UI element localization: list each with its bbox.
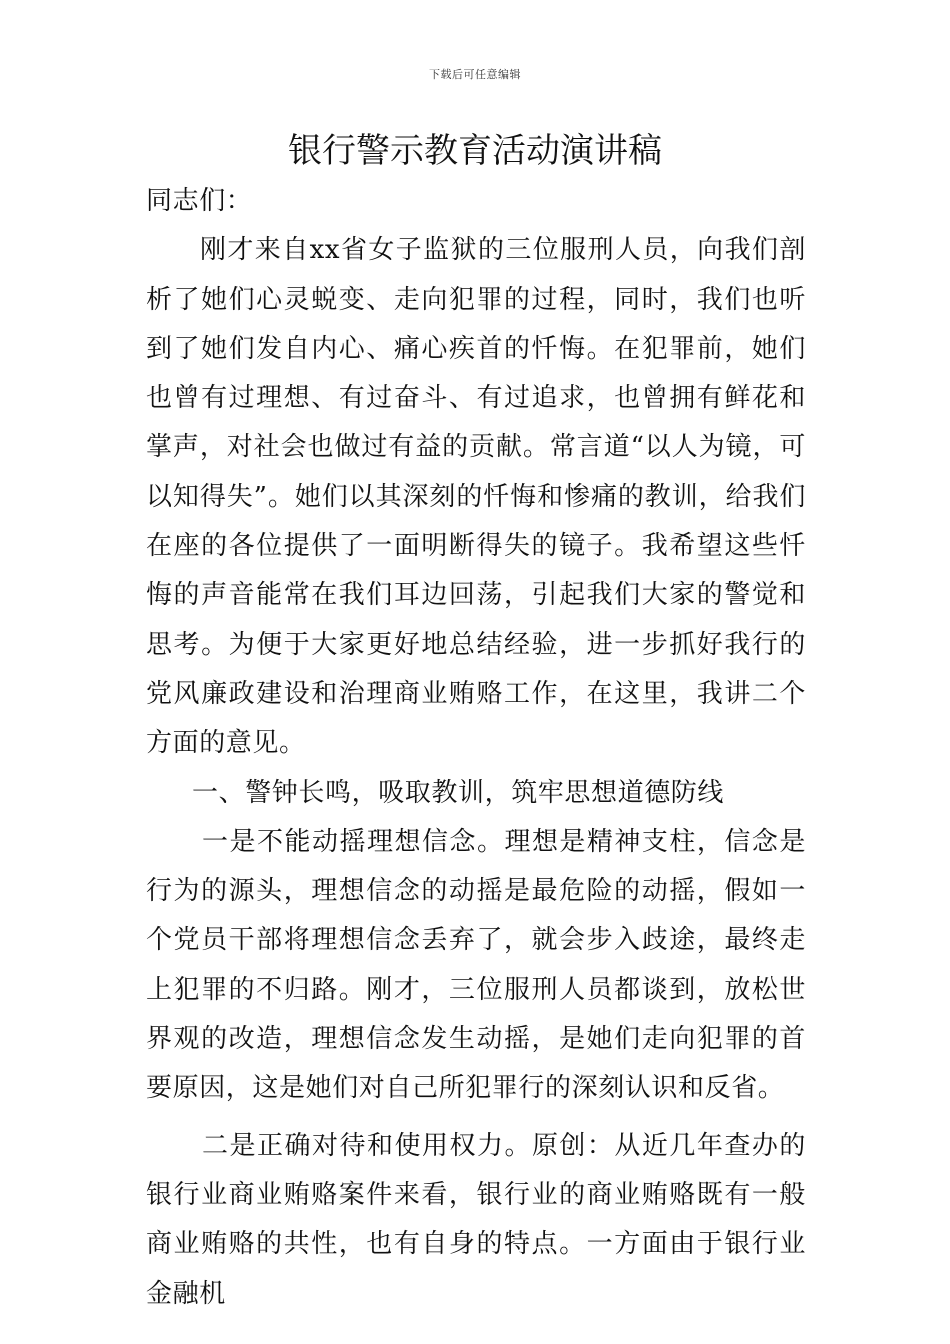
section-heading: 一、警钟长鸣，吸取教训，筑牢思想道德防线 bbox=[192, 777, 725, 808]
document-title: 银行警示教育活动演讲稿 bbox=[288, 131, 662, 171]
paragraph-spacer bbox=[146, 1114, 806, 1122]
header-note: 下载后可任意编辑 bbox=[429, 68, 521, 81]
paragraph-intro: 刚才来自xx省女子监狱的三位服刑人员，向我们剖析了她们心灵蜕变、走向犯罪的过程，同时，我们也听到了她们发自内心、痛心疾首的忏悔。在犯罪前，她们也曾有过理想、有过奋斗、有过追求，也曾拥有鲜花和掌声，对社会也做过有益的贡献。常言道“以人为镜，可以知得失”。她们以其深刻的忏悔和惨痛的教训，给我们在座的各位提供了一面明断得失的镜子。我希望这些忏悔的声音能常在我们耳边回荡，引起我们大家的警觉和思考。为便于大家更好地总结经验，进一步抓好我行的党风廉政建设和治理商业贿赂工作，在这里，我讲二个方面的意见。 bbox=[146, 235, 806, 759]
paragraph-power: 二是正确对待和使用权力。原创：从近几年查办的银行业商业贿赂案件来看，银行业的商业贿赂既有一般商业贿赂的共性，也有自身的特点。一方面由于银行业金融机 bbox=[146, 1130, 806, 1309]
paragraph-ideals: 一是不能动摇理想信念。理想是精神支柱，信念是行为的源头，理想信念的动摇是最危险的动摇，假如一个党员干部将理想信念丢弃了，就会步入歧途，最终走上犯罪的不归路。刚才，三位服刑人员都谈到，放松世界观的改造，理想信念发生动摇，是她们走向犯罪的首要原因，这是她们对自己所犯罪行的深刻认识和反省。 bbox=[146, 826, 806, 1104]
salutation: 同志们： bbox=[146, 186, 253, 216]
document-body bbox=[146, 177, 806, 1319]
